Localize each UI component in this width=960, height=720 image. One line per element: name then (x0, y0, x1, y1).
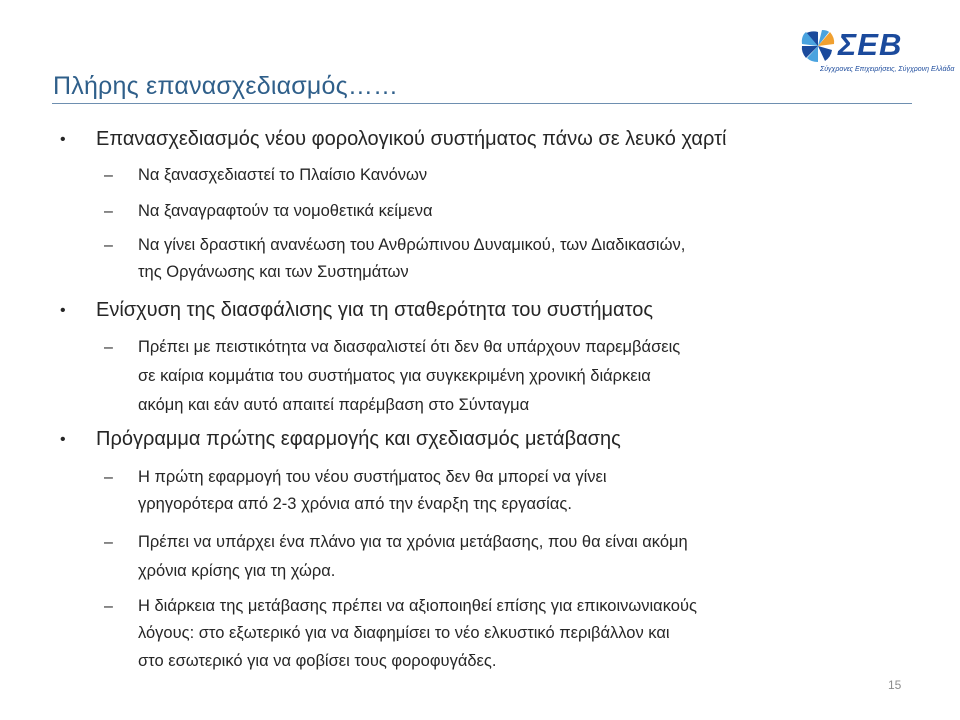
bullet-marker: • (60, 131, 66, 148)
bullet-2-sub-1-line-3: ακόμη και εάν αυτό απαιτεί παρέμβαση στο Σύνταγμα (138, 396, 530, 414)
bullet-2-sub-1-line-2: σε καίρια κομμάτια του συστήματος για συγκεκριμένη χρονική διάρκεια (138, 367, 651, 385)
bullet-3-sub-1-line-2: γρηγορότερα από 2-3 χρόνια από την έναρξη της εργασίας. (138, 495, 572, 513)
bullet-marker: • (60, 302, 66, 319)
dash-marker: – (104, 167, 113, 184)
dash-marker: – (104, 339, 113, 356)
bullet-3-sub-3-line-2: λόγους: στο εξωτερικό για να διαφημίσει το νέο ελκυστικό περιβάλλον και (138, 624, 670, 642)
dash-marker: – (104, 469, 113, 486)
dash-marker: – (104, 203, 113, 220)
page-number: 15 (888, 678, 902, 692)
bullet-3-sub-3-line-3: στο εσωτερικό για να φοβίσει τους φοροφυγάδες. (138, 652, 497, 670)
logo-tagline: Σύγχρονες Επιχειρήσεις, Σύγχρονη Ελλάδα (820, 66, 955, 73)
bullet-1-sub-2: Να ξαναγραφτούν τα νομοθετικά κείμενα (138, 202, 433, 220)
dash-marker: – (104, 598, 113, 615)
bullet-marker: • (60, 431, 66, 448)
dash-marker: – (104, 534, 113, 551)
logo-wordmark: ΣΕΒ (838, 27, 903, 62)
bullet-2-sub-1-line-1: Πρέπει με πειστικότητα να διασφαλιστεί ότι δεν θα υπάρχουν παρεμβάσεις (138, 338, 681, 356)
dash-marker: – (104, 237, 113, 254)
bullet-2-text: Ενίσχυση της διασφάλισης για τη σταθερότητα του συστήματος (96, 299, 653, 321)
bullet-3-sub-2-line-2: χρόνια κρίσης για τη χώρα. (138, 562, 336, 580)
bullet-1-sub-3-line-2: της Οργάνωσης και των Συστημάτων (138, 263, 409, 281)
bullet-1-sub-1: Να ξανασχεδιαστεί το Πλαίσιο Κανόνων (138, 166, 428, 184)
bullet-1-text: Επανασχεδιασμός νέου φορολογικού συστήματος πάνω σε λευκό χαρτί (96, 128, 727, 150)
slide-title: Πλήρης επανασχεδιασμός…… (53, 72, 399, 100)
bullet-3-sub-1-line-1: Η πρώτη εφαρμογή του νέου συστήματος δεν θα μπορεί να γίνει (138, 468, 607, 486)
bullet-3-sub-3-line-1: Η διάρκεια της μετάβασης πρέπει να αξιοποιηθεί επίσης για επικοινωνιακούς (138, 597, 697, 615)
bullet-3-sub-2-line-1: Πρέπει να υπάρχει ένα πλάνο για τα χρόνια μετάβασης, που θα είναι ακόμη (138, 533, 688, 551)
bullet-3-text: Πρόγραμμα πρώτης εφαρμογής και σχεδιασμός μετάβασης (96, 428, 621, 450)
bullet-1-sub-3-line-1: Να γίνει δραστική ανανέωση του Ανθρώπινου Δυναμικού, των Διαδικασιών, (138, 236, 686, 254)
